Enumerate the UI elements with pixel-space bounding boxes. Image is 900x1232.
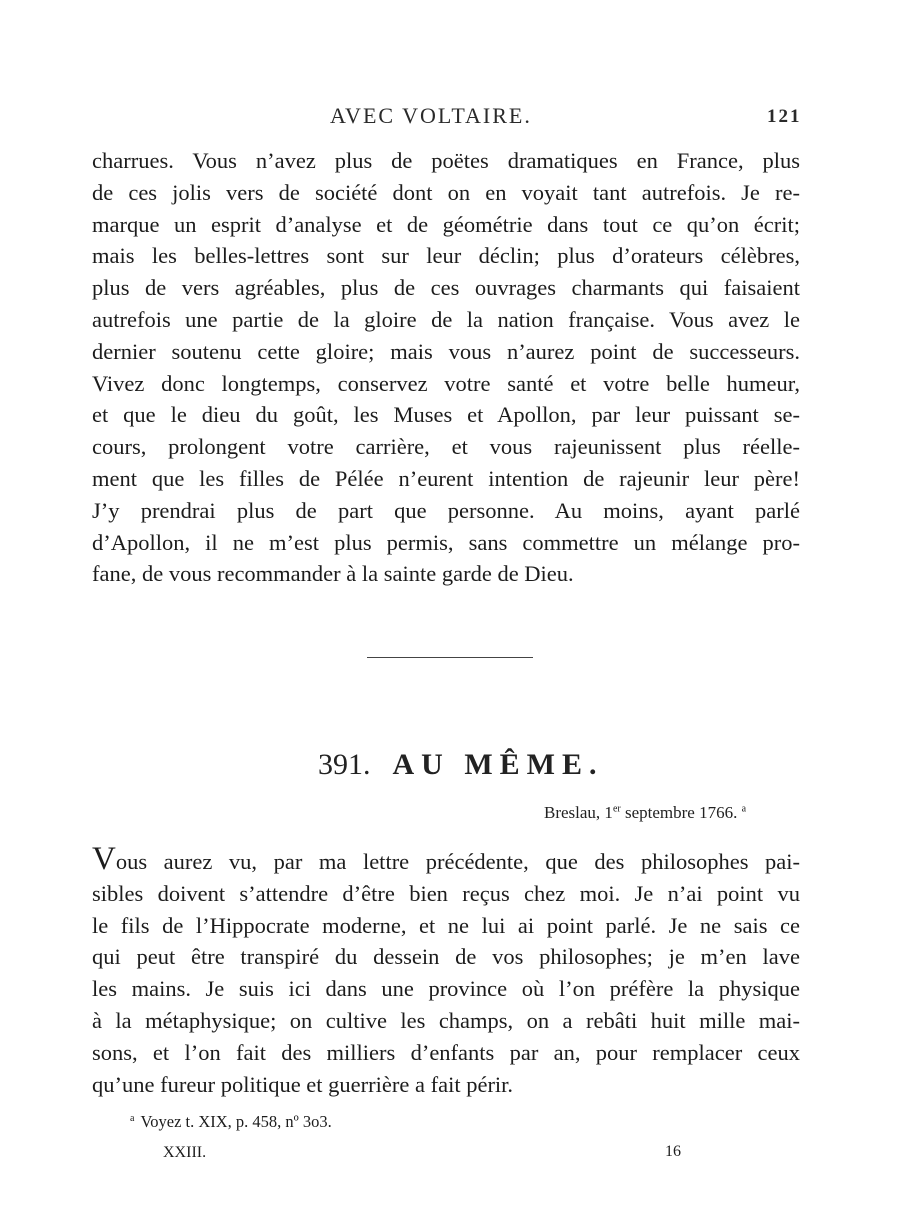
text-line: dernier soutenu cette gloire; mais vous n’aurez point de successeurs. xyxy=(92,338,800,364)
section-divider xyxy=(367,657,533,658)
text-line: le fils de l’Hippocrate moderne, et ne lui ai point parlé. Je ne sais ce xyxy=(92,912,800,938)
footnote-marker: a xyxy=(741,803,747,815)
page-number: 121 xyxy=(767,106,802,127)
text-line: fane, de vous recommander à la sainte garde de Dieu. xyxy=(92,561,574,587)
volume-signature: XXIII. xyxy=(163,1144,207,1161)
text-line: de ces jolis vers de société dont on en voyait tant autrefois. Je re- xyxy=(92,179,800,205)
sheet-signature: 16 xyxy=(665,1143,681,1160)
dateline xyxy=(544,803,746,823)
text-line: d’Apollon, il ne m’est plus permis, sans commettre un mélange pro- xyxy=(92,529,800,555)
footnote xyxy=(130,1112,332,1132)
dateline-place: Breslau, 1 xyxy=(544,803,613,822)
letter-heading xyxy=(318,748,603,782)
text-line: sons, et l’on fait des milliers d’enfants par an, pour remplacer ceux xyxy=(92,1039,800,1065)
letter-number: 391. xyxy=(318,748,371,781)
text-line: marque un esprit d’analyse et de géométrie dans tout ce qu’on écrit; xyxy=(92,211,800,237)
dateline-date: septembre 1766. xyxy=(620,803,738,822)
text-line: plus de vers agréables, plus de ces ouvrages charmants qui faisaient xyxy=(92,275,800,301)
running-title: AVEC VOLTAIRE. xyxy=(330,103,532,128)
text-line: cours, prolongent votre carrière, et vous rajeunissent plus réelle- xyxy=(92,434,800,460)
ordinal-suffix: er xyxy=(612,803,621,815)
text-line: autrefois une partie de la gloire de la nation française. Vous avez le xyxy=(92,306,800,332)
text-line: Vous aurez vu, par ma lettre précédente, que des philosophes pai- xyxy=(92,841,800,877)
text-line: Vivez donc longtemps, conservez votre santé et votre belle humeur, xyxy=(92,370,800,396)
text-line: mais les belles-lettres sont sur leur déclin; plus d’orateurs célèbres, xyxy=(92,243,800,269)
footnote-text: Voyez t. XIX, p. 458, nº 3o3. xyxy=(140,1112,332,1131)
text-line: ment que les filles de Pélée n’eurent intention de rajeunir leur père! xyxy=(92,465,800,491)
letter-title: AU MÊME. xyxy=(392,748,604,781)
text-line: à la métaphysique; on cultive les champs, on a rebâti huit mille mai- xyxy=(92,1007,800,1033)
text-line: qu’une fureur politique et guerrière a fait périr. xyxy=(92,1071,514,1097)
text-line: et que le dieu du goût, les Muses et Apollon, par leur puissant se- xyxy=(92,402,800,428)
text-line: J’y prendrai plus de part que personne. Au moins, ayant parlé xyxy=(92,497,800,523)
drop-cap: V xyxy=(92,841,116,877)
letter-body xyxy=(92,841,800,1100)
text-line: qui peut être transpiré du dessein de vos philosophes; je m’en lave xyxy=(92,944,800,970)
text-line: les mains. Je suis ici dans une province où l’on préfère la physique xyxy=(92,976,800,1002)
text-line: charrues. Vous n’avez plus de poëtes dramatiques en France, plus xyxy=(92,148,800,173)
continuation-paragraph xyxy=(92,145,800,590)
footnote-marker: a xyxy=(130,1112,135,1124)
text-line: sibles doivent s’attendre d’être bien reçus chez moi. Je n’ai point vu xyxy=(92,880,800,906)
